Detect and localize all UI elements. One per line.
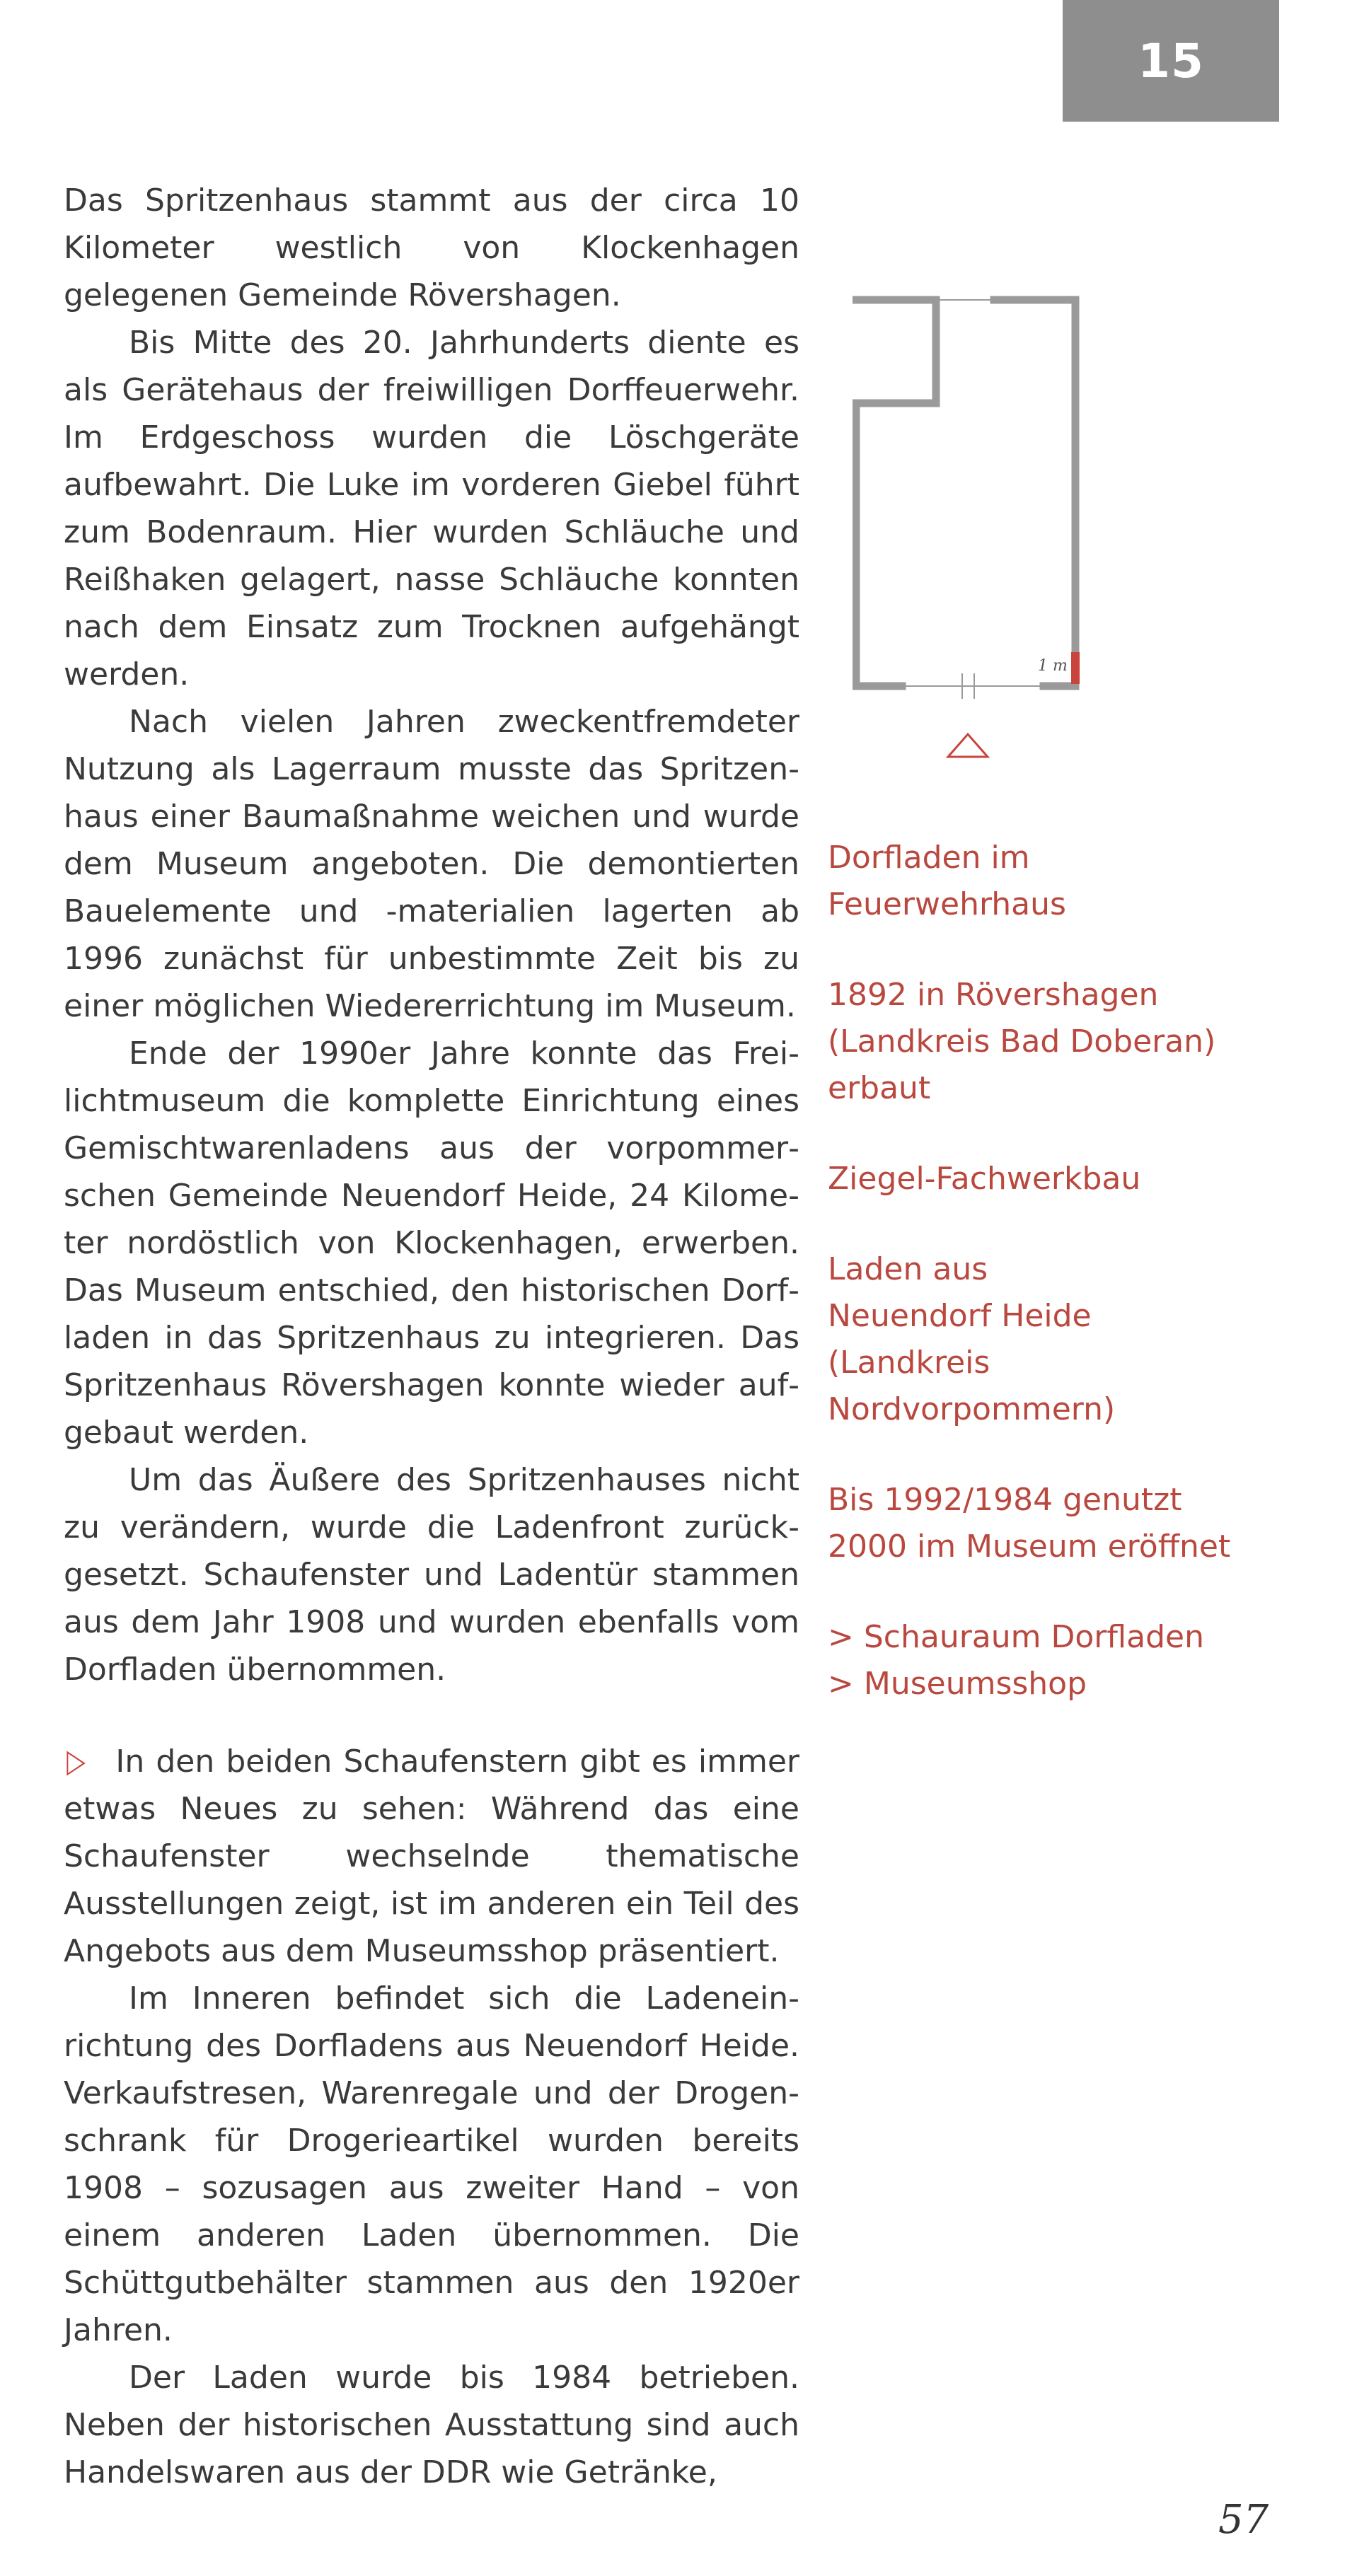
sidebar-title-line-1: Dorfladen im [828,840,1030,876]
link-schauraum-dorfladen[interactable]: > Schauraum Dorfladen [828,1619,1204,1655]
paragraph-6: Im Inneren befindet sich die Ladeneinrichtung des Dorfladens aus Neuendorf Heide. Verkaufstresen, Warenregale und der Drogenschrank für Drogerieartikel wurden bereits 1908 – sozusagen aus zweiter Hand – von einem anderen Laden übernommen. Die Schüttgutbehälter stammen aus den 1920er Jahren. [64,1980,799,2348]
paragraph-4: Ende der 1990er Jahre konnte das Freilichtmuseum die komplette Einrichtung eines Gemischtwarenladens aus der vorpommerschen Gemeinde Neuendorf Heide, 24 Kilometer nordöstlich von Klockenhagen, erwerben. Das Museum entschied, den historischen Dorfladen in das Spritzenhaus zu integrieren. Das Spritzenhaus Rövershagen konnte wieder aufgebaut werden. [64,1035,799,1451]
sidebar-links [828,1614,1266,1707]
highlight-paragraph [64,1737,799,1975]
sidebar-usage [828,1477,1266,1570]
paragraph-2: Bis Mitte des 20. Jahrhunderts diente es als Gerätehaus der freiwilligen Dorffeuerwehr. Im Erdgeschoss wurden die Löschgeräte aufbewahrt. Die Luke im vorderen Giebel führt zum Bodenraum. Hier wurden Schläuche und Reißhaken gelagert, nasse Schläuche konnten nach dem Einsatz zum Trocknen aufgehängt werden. [64,325,799,692]
floor-plan-wall-upper-left [856,300,936,686]
section-number-badge [1063,0,1279,122]
sidebar-shop-line-3: (Landkreis [828,1345,990,1381]
floor-plan-wall-right [994,300,1075,686]
info-sidebar [828,835,1266,1707]
sidebar-shop-origin [828,1246,1266,1433]
paragraph-3: Nach vielen Jahren zweckentfremdeter Nutzung als Lagerraum musste das Spritzenhaus einer Baumaßnahme weichen und wurde dem Museum angeboten. Die demontierten Bauelemente und -materialien lagerten ab 1996 zunächst für unbestimmte Zeit bis zu einer möglichen Wiedererrichtung im Museum. [64,704,799,1024]
floor-plan-scale-bar [1071,652,1080,684]
floor-plan-scale-label: 1 m [1038,657,1068,675]
sidebar-title-line-2: Feuerwehrhaus [828,886,1066,922]
sidebar-title [828,835,1266,928]
paragraph-1: Das Spritzenhaus stammt aus der circa 10 Kilometer westlich von Klockenhagen gelegenen Gemeinde Rövershagen. [64,182,799,313]
sidebar-shop-line-1: Laden aus [828,1251,988,1287]
sidebar-origin-line-1: 1892 in Rövershagen [828,977,1159,1013]
sidebar-usage-line-1: Bis 1992/1984 genutzt [828,1482,1182,1518]
entrance-triangle-icon [948,734,988,757]
page-number: 57 [1218,2497,1269,2543]
section-number: 15 [1138,33,1204,88]
triangle-marker-icon: ▷ [67,1741,86,1780]
link-museumsshop[interactable]: > Museumsshop [828,1666,1087,1702]
sidebar-origin-line-3: erbaut [828,1070,931,1106]
sidebar-origin-line-2: (Landkreis Bad Doberan) [828,1023,1216,1060]
paragraph-gap [64,1693,799,1737]
floor-plan [853,290,1100,771]
sidebar-usage-line-2: 2000 im Museum eröffnet [828,1528,1231,1565]
sidebar-shop-line-4: Nordvorpommern) [828,1391,1116,1427]
sidebar-shop-line-2: Neuendorf Heide [828,1298,1092,1334]
paragraph-7: Der Laden wurde bis 1984 betrieben. Neben der historischen Ausstattung sind auch Handelswaren aus der DDR wie Getränke, [64,2360,799,2490]
main-text-column [64,177,799,2496]
paragraph-5: Um das Äußere des Spritzenhauses nicht zu verändern, wurde die Ladenfront zurückgesetzt. Schaufenster und Ladentür stammen aus dem Jahr 1908 und wurden ebenfalls vom Dorfladen übernommen. [64,1462,799,1688]
sidebar-construction-text: Ziegel-Fachwerkbau [828,1161,1141,1197]
sidebar-origin [828,972,1266,1112]
highlight-paragraph-text: In den beiden Schaufenstern gibt es immer etwas Neues zu sehen: Während das eine Schaufenster wechselnde thematische Ausstellungen zeigt, ist im anderen ein Teil des Angebots aus dem Museumsshop präsentiert. [64,1744,799,1969]
sidebar-construction [828,1156,1266,1202]
